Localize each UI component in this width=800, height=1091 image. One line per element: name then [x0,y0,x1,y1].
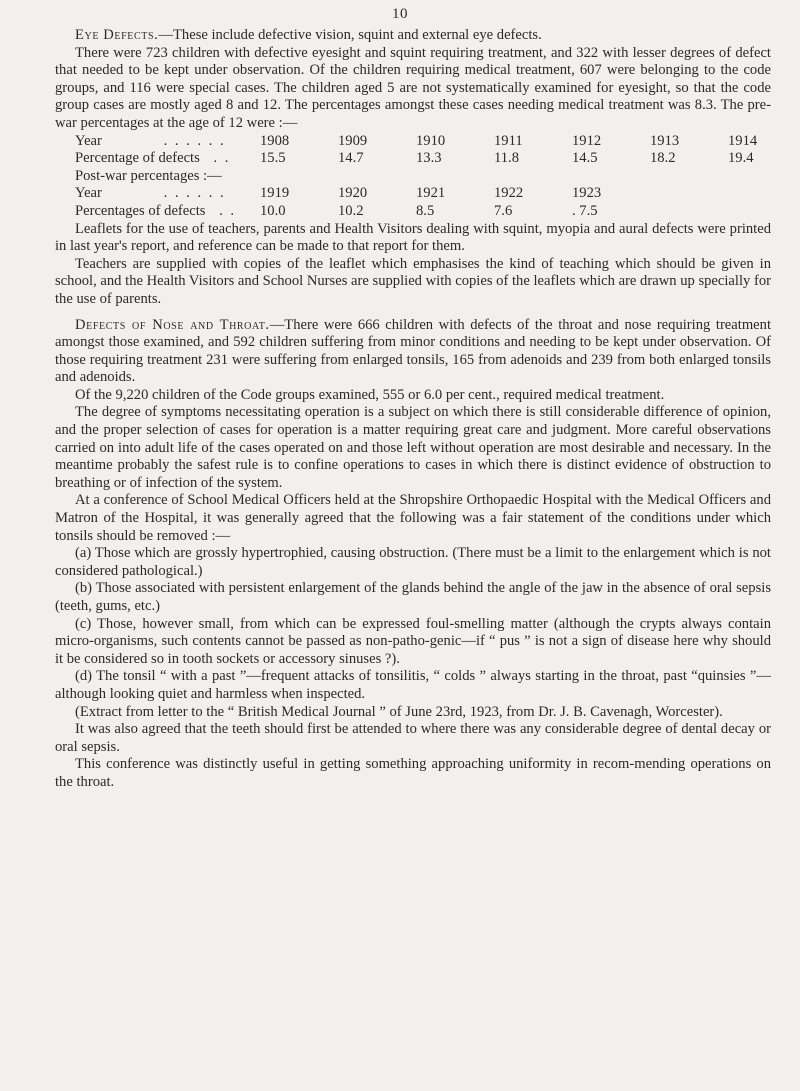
percentage-cell: 13.3 [416,150,442,167]
throat-defects-intro: Defects of Nose and Throat.—There were 666 children with defects of the throat and nose requiring treatment amongst those examined, and 592 children suffering from minor conditions and needing to be kept under observation. Of those requiring treatment 231 were suffering from enlarged tonsils, 165 from adenoids and 239 from both enlarged tonsils and adenoids. [55,316,771,386]
teeth-paragraph: It was also agreed that the teeth should first be attended to where there was any considerable degree of dental decay or oral sepsis. [55,721,771,755]
percentage-cell: 8.5 [416,202,435,219]
percentage-cell: 15.5 [260,150,286,167]
percentage-cell: 10.2 [338,202,364,219]
list-item: (a) Those which are grossly hypertrophied, causing obstruction. (There must be a limit to the enlargement which is not considered pathological.) [55,545,771,579]
prewar-percentage-row [75,150,757,168]
percentage-label: Percentages of defects . . [75,202,237,219]
year-cell: 1911 [494,132,523,149]
list-item: (b) Those associated with persistent enlargement of the glands behind the angle of the jaw in the absence of oral sepsis (teeth, gums, etc.) [55,580,771,614]
list-item: (d) The tonsil “ with a past ”—frequent attacks of tonsilitis, “ colds ” always starting in the throat, past “quinsies ”—although looking quiet and harmless when inspected. [55,668,771,702]
year-cell: 1923 [572,185,602,202]
teachers-paragraph: Teachers are supplied with copies of the leaflet which emphasises the kind of teaching which should be given in school, and the Health Visitors and School Nurses are supplied with copies of the leaflets which are drawn up specially for the use of parents. [55,255,771,307]
postwar-year-row [75,185,650,203]
year-cell: 1910 [416,132,446,149]
percentage-cell: 19.4 [728,150,754,167]
eye-defects-paragraph: There were 723 children with defective eyesight and squint requiring treatment, and 322 with lesser degrees of defect that needed to be kept under observation. Of the children requiring medical treatment, 607 were belonging to the code groups, and 116 were special cases. The children aged 5 are not systematically examined for eyesight, so that the code group cases are mostly aged 8 and 12. The percentages amongst these cases needing medical treatment was 8.3. The pre-war percentages at the age of 12 were :— [55,44,771,131]
year-cell: 1909 [338,132,368,149]
percentage-cell: 7.6 [494,202,513,219]
tonsil-conditions-list [55,545,771,703]
operation-paragraph: The degree of symptoms necessitating operation is a subject on which there is still considerable difference of opinion, and the proper selection of cases for operation is a matter requiring great care and judgment. More careful observations carried on into adult life of the cases operated on and those left without operation are most desirable and necessary. In the meantime probably the safest rule is to confine operations to cases in which there is distinct evidence of obstruction to breathing or of infection of the system. [55,404,771,491]
percentage-cell: 11.8 [494,150,519,167]
year-label: Year . . . . . . [75,185,226,202]
leaflets-paragraph: Leaflets for the use of teachers, parents and Health Visitors dealing with squint, myopia and aural defects were printed in last year's report, and reference can be made to that report for them. [55,220,771,255]
conclusion-paragraph: This conference was distinctly useful in getting something approaching uniformity in recom-mending operations on the throat. [55,756,771,790]
year-cell: 1908 [260,132,290,149]
prewar-percentages-table [75,133,757,168]
extract-citation: (Extract from letter to the “ British Medical Journal ” of June 23rd, 1923, from Dr. J. B. Cavenagh, Worcester). [75,703,723,720]
percentage-cell: 14.5 [572,150,598,167]
percentage-label: Percentage of defects . . [75,150,231,167]
percentage-cell: 14.7 [338,150,364,167]
year-cell: 1921 [416,185,446,202]
year-cell: 1920 [338,185,368,202]
throat-defects-heading: Defects of Nose and Throat. [75,316,270,333]
percentage-cell: . 7.5 [572,202,598,219]
page-body [55,27,771,792]
postwar-heading: Post-war percentages :— [75,167,222,184]
page-number: 10 [392,6,408,22]
year-label: Year . . . . . . [75,132,226,149]
percentage-cell: 18.2 [650,150,676,167]
code-groups-paragraph: Of the 9,220 children of the Code groups examined, 555 or 6.0 per cent., required medical treatment. [75,386,665,403]
prewar-year-row [75,133,757,151]
postwar-percentages-table [75,185,650,220]
postwar-percentage-row [75,203,650,221]
percentage-cell: 10.0 [260,202,286,219]
year-cell: 1919 [260,185,290,202]
eye-defects-heading: Eye Defects. [75,27,159,43]
year-cell: 1914 [728,132,758,149]
conference-paragraph: At a conference of School Medical Officers held at the Shropshire Orthopaedic Hospital with the Medical Officers and Matron of the Hospital, it was generally agreed that the following was a fair statement of the conditions under which tonsils should be removed :— [55,492,771,544]
year-cell: 1913 [650,132,680,149]
year-cell: 1912 [572,132,602,149]
eye-defects-intro: Eye Defects.—These include defective vision, squint and external eye defects. [75,27,542,43]
list-item: (c) Those, however small, from which can be expressed foul-smelling matter (although the crypts always contain micro-organisms, such contents cannot be passed as non-patho-genic—if “ pus ” is not a sign of disease here why should it be considered so in tooth sockets or accessory sinuses ?). [55,615,771,667]
year-cell: 1922 [494,185,524,202]
